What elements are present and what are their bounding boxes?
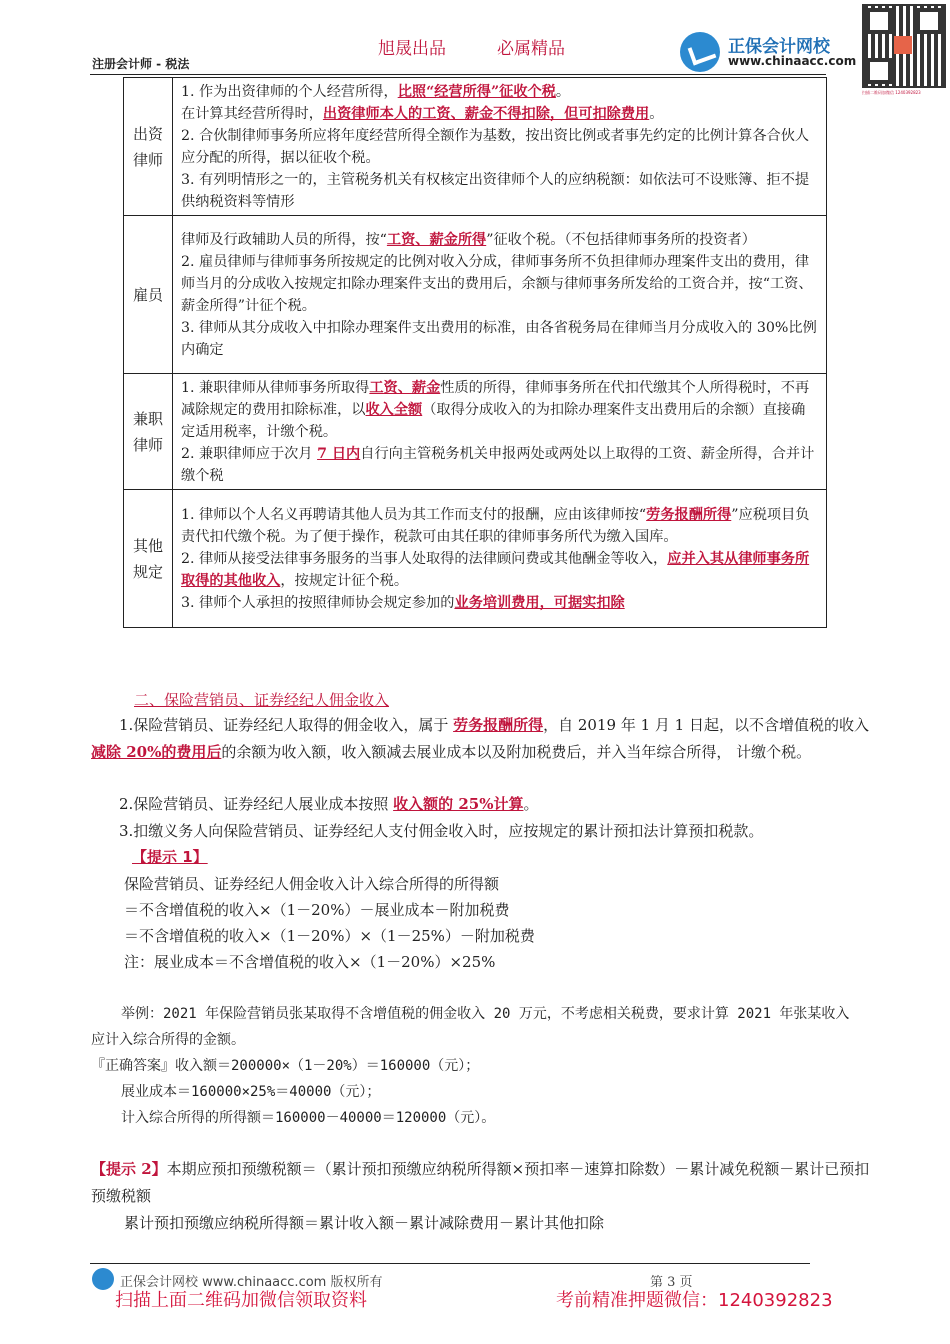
highlight-text: 劳务报酬所得 — [453, 716, 544, 734]
paragraph-3 — [91, 818, 873, 845]
cell-paragraph — [181, 504, 818, 548]
table-row — [124, 78, 827, 216]
table-row — [124, 216, 827, 374]
paragraph-1 — [91, 712, 873, 766]
body-text: 2. 合伙制律师事务所应将年度经营所得全额作为基数，按出资比例或者事先约定的比例计算各合伙人应分配的所得，据以征收个税。 — [181, 127, 810, 166]
cell-paragraph — [181, 548, 818, 592]
row-content — [173, 374, 827, 490]
body-text: 3. 律师从其分成收入中扣除办理案件支出费用的标准，由各省税务局在律师当月分成收入的 30%比例内确定 — [181, 319, 817, 358]
answer-line: 计入综合所得的所得额＝160000－40000＝120000（元）。 — [121, 1110, 496, 1126]
tip-2-label: 【提示 2】 — [91, 1160, 167, 1178]
body-text: ，按规定计征个税。 — [280, 572, 409, 589]
cell-paragraph — [181, 103, 818, 125]
body-text: 律师及行政辅助人员的所得，按“ — [181, 231, 387, 248]
body-text: 1. 兼职律师从律师事务所取得 — [181, 379, 370, 396]
slogan-right: 必属精品 — [497, 39, 565, 59]
formula-line: ＝不含增值税的收入×（1－20%）－展业成本－附加税费 — [124, 901, 510, 919]
body-text: 性质的所得，律师事务所在代扣代缴其个人所得税时，不再减除规定的费用扣除标准，以 — [181, 379, 810, 418]
brand-url: www.chinaacc.com — [728, 54, 857, 68]
promo-right: 考前精准押题微信：1240392823 — [556, 1290, 833, 1311]
brand-logo[interactable] — [680, 30, 860, 74]
promo-left: 扫描上面二维码加微信领取资料 — [115, 1290, 367, 1311]
doc-title: 注册会计师 - 税法 — [92, 57, 190, 71]
body-text: 3. 律师个人承担的按照律师协会规定参加的 — [181, 594, 455, 611]
formula-line: ＝不含增值税的收入×（1－20%）×（1－25%）－附加税费 — [124, 927, 535, 945]
slogan-left: 旭晟出品 — [378, 39, 446, 59]
cell-paragraph — [181, 443, 818, 487]
qr-finder-icon — [916, 8, 942, 34]
table-row — [124, 374, 827, 490]
highlight-text: 比照“经营所得”征收个税 — [397, 83, 556, 100]
footer-divider — [90, 1263, 810, 1264]
formula-line: 注：展业成本＝不含增值税的收入×（1－20%）×25% — [124, 953, 496, 971]
body-text: 。 — [523, 795, 539, 813]
tip-2-text: 本期应预扣预缴税额＝（累计预扣预缴应纳税所得额×预扣率－速算扣除数）－累计减免税额－累计已预扣预缴税额 — [91, 1160, 870, 1205]
body-text: 自行向主管税务机关申报两处或两处以上取得的工资、薪金所得，合并计缴个税 — [181, 445, 815, 484]
qr-finder-icon — [866, 58, 892, 84]
body-text: 3.扣缴义务人向保险营销员、证券经纪人支付佣金收入时，应按规定的累计预扣法计算预扣税款。 — [119, 822, 764, 840]
row-content — [173, 78, 827, 216]
highlight-text: 减除 20%的费用后 — [91, 743, 222, 761]
highlight-text: 出资律师本人的工资、薪金不得扣除，但可扣除费用 — [322, 105, 650, 122]
highlight-text: 业务培训费用，可据实扣除 — [454, 594, 625, 611]
brand-name: 正保会计网校 — [728, 37, 830, 57]
answer-line: 展业成本＝160000×25%＝40000（元）； — [121, 1084, 381, 1100]
lawyer-tax-table — [123, 77, 827, 628]
cell-paragraph — [181, 251, 818, 317]
row-category: 其他规定 — [124, 490, 173, 628]
page-number: 第 3 页 — [650, 1275, 693, 1290]
qr-note: 扫描二维码加微信 1240392823 — [862, 90, 921, 95]
row-category: 雇员 — [124, 216, 173, 374]
highlight-text: 收入额的 25%计算 — [393, 795, 524, 813]
body-text: ”征收个税。（不包括律师事务所的投资者） — [486, 231, 756, 248]
highlight-text: 劳务报酬所得 — [646, 506, 732, 523]
cell-paragraph — [181, 592, 818, 614]
body-text: 1. 作为出资律师的个人经营所得， — [181, 83, 398, 100]
body-text: 在计算其经营所得时， — [181, 105, 323, 122]
cell-paragraph — [181, 81, 818, 103]
row-category: 出资律师 — [124, 78, 173, 216]
highlight-text: 收入全额 — [365, 401, 423, 418]
row-category: 兼职律师 — [124, 374, 173, 490]
footer-copyright: 正保会计网校 www.chinaacc.com 版权所有 — [120, 1275, 383, 1290]
body-text: （取得分成收入的为扣除办理案件支出费用后的余额）直接确定适用税率，计缴个税。 — [181, 401, 806, 440]
highlight-text: 工资、薪金所得 — [386, 231, 487, 248]
body-text: 2.保险营销员、证券经纪人展业成本按照 — [119, 795, 394, 813]
row-content — [173, 216, 827, 374]
cell-paragraph — [181, 229, 818, 251]
body-text: 1.保险营销员、证券经纪人取得的佣金收入，属于 — [119, 716, 454, 734]
body-text: ”应税项目负责代扣代缴个税。为了便于操作，税款可由其任职的律师事务所代为缴入国库。 — [181, 506, 810, 545]
body-text: 的余额为收入额，收入额减去展业成本以及附加税费后，并入当年综合所得， 计缴个税。 — [221, 743, 812, 761]
body-text: 。 — [649, 105, 664, 122]
paragraph-2 — [91, 791, 873, 818]
body-text: 。 — [555, 83, 571, 100]
body-text: 2. 律师从接受法律事务服务的当事人处取得的法律顾问费或其他酬金等收入， — [181, 550, 668, 567]
body-text: 2. 兼职律师应于次月 — [181, 445, 318, 462]
answer-line: 『正确答案』收入额＝200000×（1－20%）＝160000（元）； — [91, 1058, 480, 1074]
section-title: 二、保险营销员、证券经纪人佣金收入 — [134, 691, 390, 709]
tip-2-formula: 累计预扣预缴应纳税所得额＝累计收入额－累计减除费用－累计其他扣除 — [124, 1214, 605, 1232]
highlight-text: 应并入其从律师事务所取得的其他收入 — [181, 550, 810, 589]
brand-logo-icon — [680, 32, 720, 72]
highlight-text: 7 日内 — [317, 445, 361, 462]
qr-code-icon — [862, 4, 946, 88]
formula-line: 保险营销员、证券经纪人佣金收入计入综合所得的所得额 — [124, 875, 500, 893]
row-content — [173, 490, 827, 628]
footer-logo-icon — [92, 1268, 114, 1290]
tip-2 — [91, 1156, 871, 1210]
table-row — [124, 490, 827, 628]
highlight-text: 工资、薪金 — [369, 379, 441, 396]
cell-paragraph — [181, 317, 818, 361]
body-text: 1. 律师以个人名义再聘请其他人员为其工作而支付的报酬，应由该律师按“ — [181, 506, 647, 523]
tip-1-label: 【提示 1】 — [132, 848, 208, 866]
body-text: ，自 2019 年 1 月 1 日起，以不含增值税的收入 — [543, 716, 869, 734]
cell-paragraph — [181, 125, 818, 169]
body-text: 2. 雇员律师与律师事务所按规定的比例对收入分成，律师事务所不负担律师办理案件支出的费用，律师当月的分成收入按规定扣除办理案件支出的费用后，余额与律师事务所发给的工资合并，按“工资、薪金所得”计征个税。 — [181, 253, 813, 314]
cell-paragraph — [181, 377, 818, 443]
example-text: 举例：2021 年保险营销员张某取得不含增值税的佣金收入 20 万元，不考虑相关税费，要求计算 2021 年张某收入应计入综合所得的金额。 — [91, 1006, 850, 1048]
qr-badge-icon — [894, 36, 912, 54]
body-text: 3. 有列明情形之一的，主管税务机关有权核定出资律师个人的应纳税额：如依法可不设账簿、拒不提供纳税资料等情形 — [181, 171, 810, 210]
header-divider — [90, 74, 826, 75]
cell-paragraph — [181, 169, 818, 213]
qr-finder-icon — [866, 8, 892, 34]
